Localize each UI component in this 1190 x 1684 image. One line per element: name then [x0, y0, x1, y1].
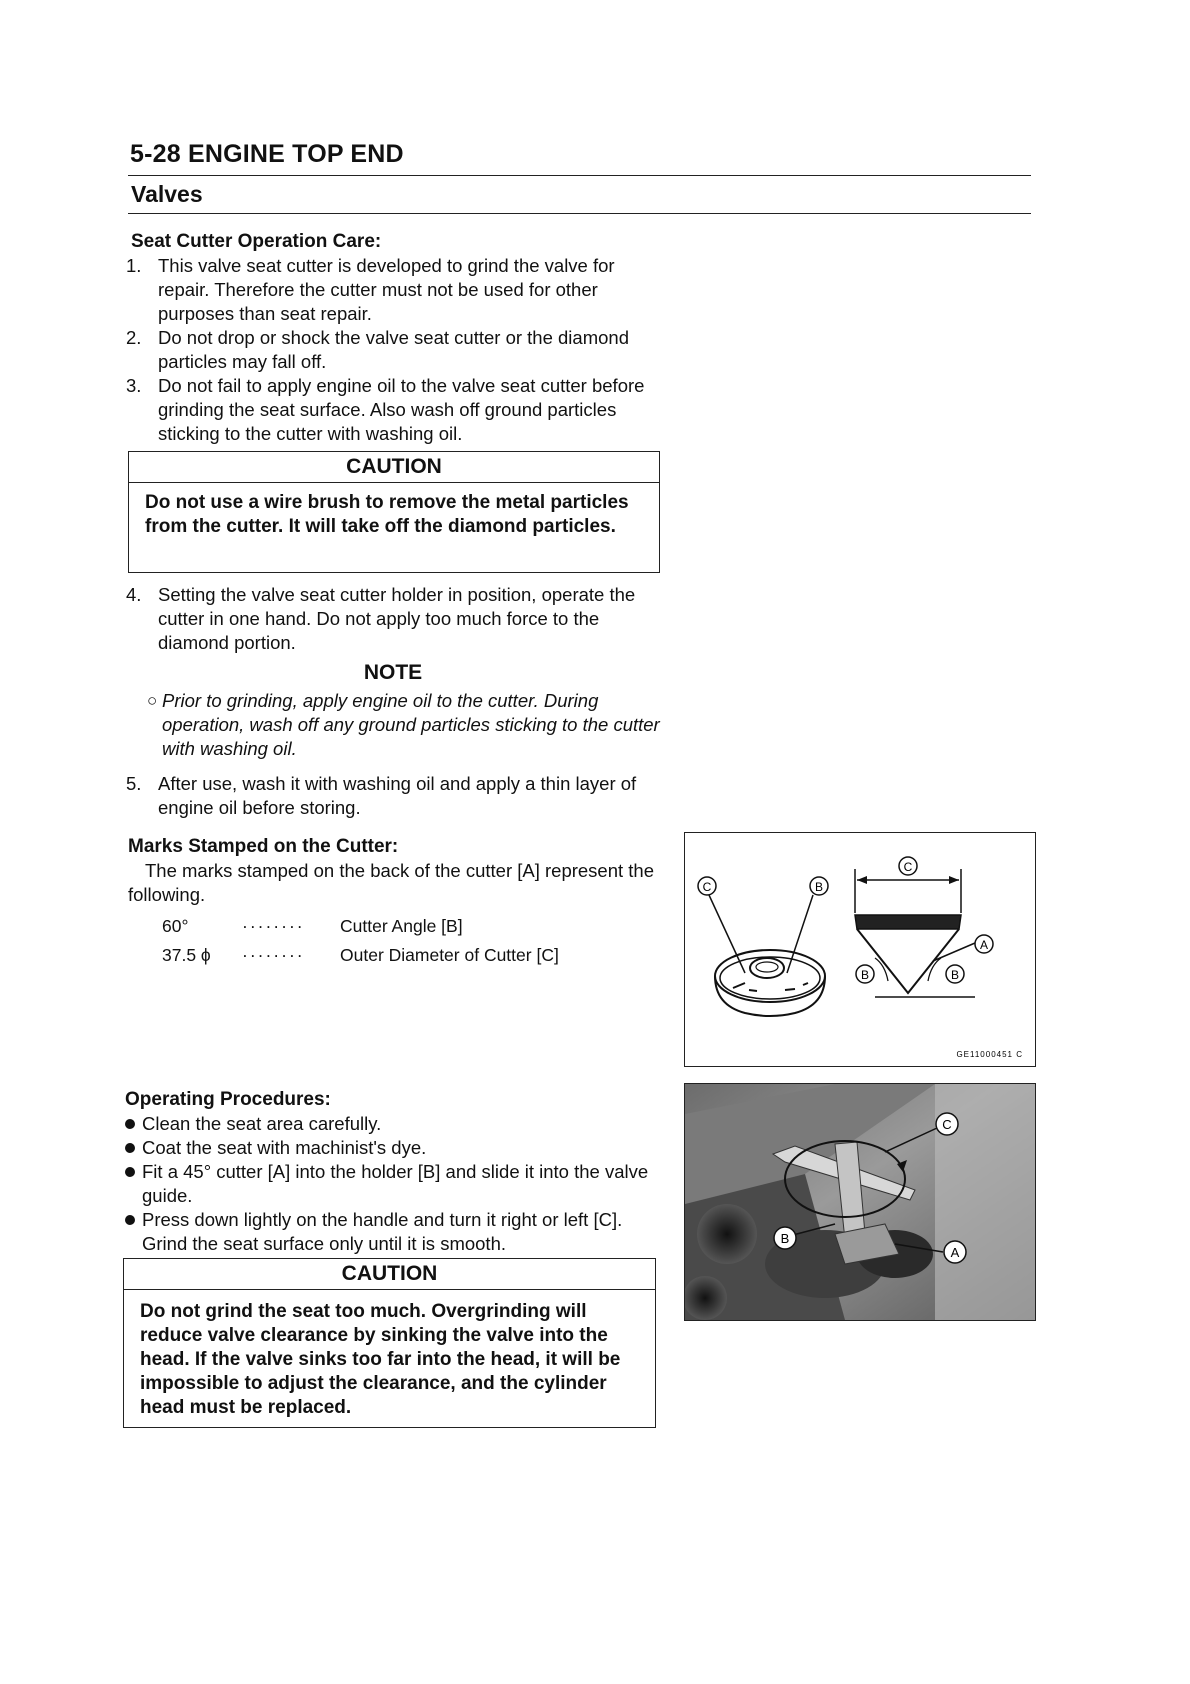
header-rule-top	[128, 175, 1031, 176]
list-item	[126, 772, 661, 820]
caution-text: Do not use a wire brush to remove the metal particles from the cutter. It will take off the diamond particles.	[145, 492, 629, 537]
leader-dots: ········	[242, 916, 305, 936]
list-item-text: After use, wash it with washing oil and apply a thin layer of engine oil before storing.	[158, 773, 637, 818]
list-item-number: 5.	[126, 773, 142, 794]
bullet-item	[125, 1136, 670, 1160]
label-a: A	[950, 1245, 960, 1260]
mark-meaning: Cutter Angle [B]	[340, 916, 463, 936]
list-item-number: 2.	[126, 327, 142, 348]
note-title: NOTE	[363, 661, 423, 684]
label-b: B	[950, 968, 960, 982]
list-item-text: Do not fail to apply engine oil to the valve seat cutter before grinding the seat surface. Also wash off ground particles sticking to the cutter with washing oil.	[158, 375, 645, 444]
list-item-text: Setting the valve seat cutter holder in position, operate the cutter in one hand. Do not apply too much force to the diamond portion.	[158, 584, 636, 653]
cutting-photo-svg	[685, 1084, 1035, 1320]
label-a: A	[979, 938, 989, 952]
label-c: C	[942, 1117, 952, 1132]
mark-meaning: Outer Diameter of Cutter [C]	[340, 945, 559, 965]
bullet-dot	[125, 1167, 135, 1177]
note-text: Prior to grinding, apply engine oil to the cutter. During operation, wash off any ground particles sticking to the cutter with washing oil.	[162, 690, 660, 759]
list-item	[126, 326, 661, 374]
marks-heading: Marks Stamped on the Cutter:	[128, 836, 399, 857]
section-title: Valves	[131, 181, 203, 207]
label-c: C	[702, 880, 712, 894]
label-b: B	[814, 880, 824, 894]
cutting-photo	[684, 1083, 1036, 1321]
bullet-dot	[125, 1119, 135, 1129]
list-item	[126, 374, 661, 446]
list-item-text: This valve seat cutter is developed to grind the valve for repair. Therefore the cutter must not be used for other purposes than seat repair.	[158, 255, 615, 324]
caution-text: Do not grind the seat too much. Overgrinding will reduce valve clearance by sinking the valve into the head. If the valve sinks too far into the head, it will be impossible to adjust the clearance, and the cylinder head must be replaced.	[140, 1301, 621, 1418]
list-item-number: 3.	[126, 375, 142, 396]
leader-dots: ········	[242, 945, 305, 965]
bullet-text: Press down lightly on the handle and turn it right or left [C]. Grind the seat surface only until it is smooth.	[142, 1209, 623, 1254]
cutter-diagram	[684, 832, 1036, 1067]
list-item-number: 1.	[126, 255, 142, 276]
bullet-item	[125, 1112, 670, 1136]
page-title: 5-28 ENGINE TOP END	[130, 140, 404, 168]
label-b: B	[860, 968, 870, 982]
list-item	[126, 254, 661, 326]
marks-intro: The marks stamped on the back of the cutter [A] represent the following.	[128, 860, 655, 905]
mark-value: 37.5 ϕ	[162, 945, 211, 965]
caution-box	[128, 451, 660, 573]
list-item-number: 4.	[126, 584, 142, 605]
bullet-text: Coat the seat with machinist's dye.	[142, 1137, 427, 1158]
bullet-item	[125, 1208, 670, 1256]
list-item-text: Do not drop or shock the valve seat cutter or the diamond particles may fall off.	[158, 327, 629, 372]
list-item	[126, 583, 661, 655]
label-c: C	[903, 860, 913, 874]
figure-code: GE11000451 C	[956, 1050, 1023, 1059]
bullet-text: Fit a 45° cutter [A] into the holder [B] and slide it into the valve guide.	[142, 1161, 649, 1206]
caution-title: CAUTION	[124, 1259, 655, 1290]
operating-heading: Operating Procedures:	[125, 1089, 331, 1110]
label-b: B	[780, 1231, 790, 1246]
bullet-text: Clean the seat area carefully.	[142, 1113, 382, 1134]
note-block	[147, 689, 667, 761]
note-marker: ○	[147, 691, 158, 710]
cutter-diagram-svg	[685, 833, 1035, 1066]
bullet-dot	[125, 1215, 135, 1225]
header-rule-bottom	[128, 213, 1031, 214]
seat-cutter-care-heading: Seat Cutter Operation Care:	[131, 231, 382, 252]
mark-value: 60°	[162, 916, 189, 936]
bullet-dot	[125, 1143, 135, 1153]
caution-box	[123, 1258, 656, 1428]
caution-title: CAUTION	[129, 452, 659, 483]
bullet-item	[125, 1160, 670, 1208]
